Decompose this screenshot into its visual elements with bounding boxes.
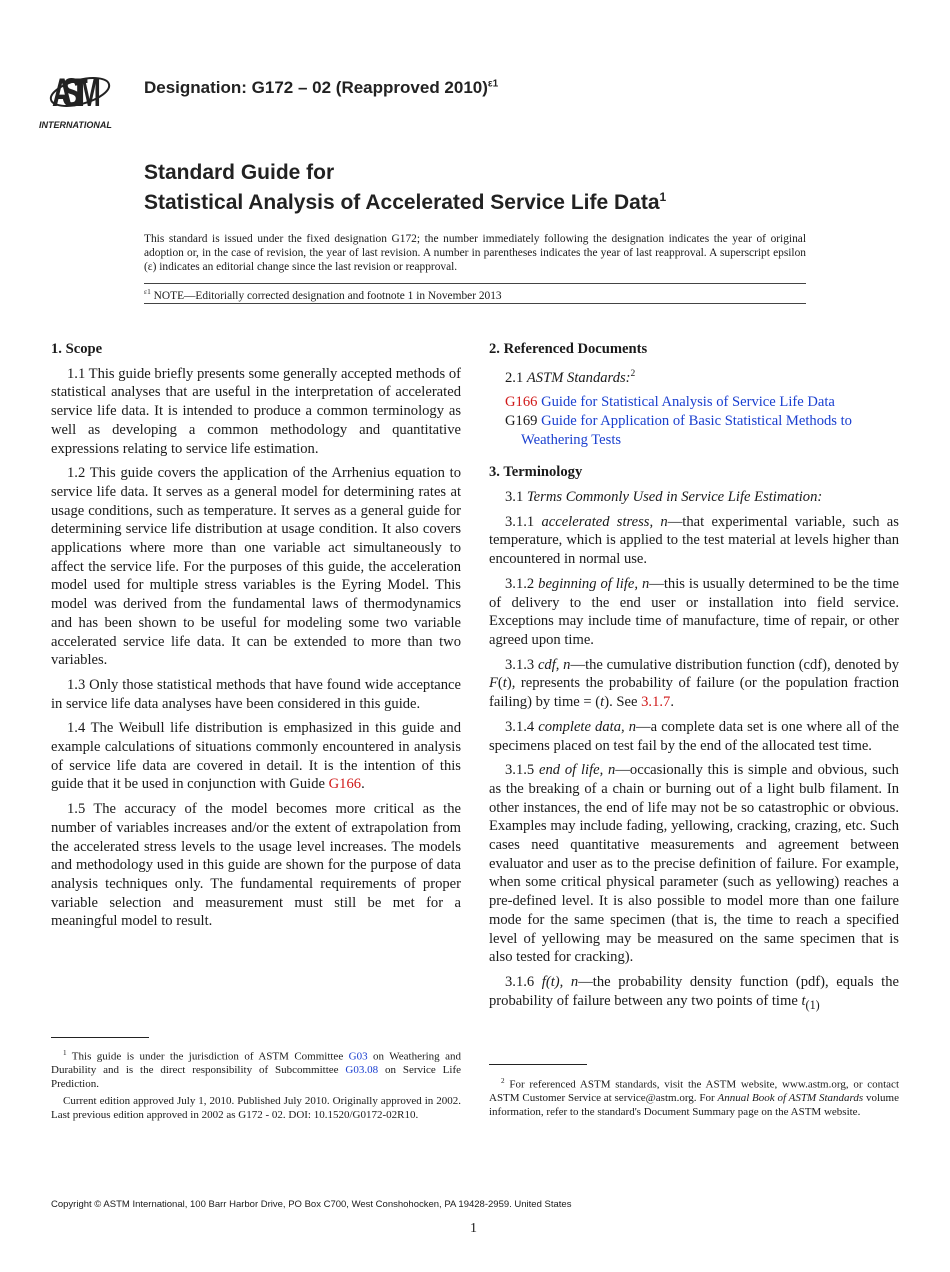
paragraph	[51, 676, 461, 713]
text-run: 3.1.3	[505, 656, 538, 673]
text-run: 3.1	[505, 489, 527, 506]
text-run: (1)	[805, 997, 820, 1012]
text-run: 3.1.4	[505, 718, 539, 735]
text-run: 3.1.2	[505, 575, 539, 592]
text-run: t	[600, 694, 605, 711]
text-run: on Weathering and Durability and is the direct responsibility of Subcommittee	[51, 1050, 461, 1077]
paragraph	[489, 718, 899, 755]
paragraph	[51, 365, 461, 459]
reference-link[interactable]: G03	[348, 1050, 368, 1063]
text-run: 1. Scope	[51, 341, 103, 357]
text-run: 3. Terminology	[489, 464, 583, 481]
footnote-divider	[489, 1064, 587, 1065]
paragraph	[489, 656, 899, 712]
title-footnote-mark: 1	[659, 190, 667, 204]
footnote-mark: 1	[63, 1049, 67, 1057]
text-run: 1.4 The Weibull life distribution is emphasized in this guide and example calculations of situations commonly encountered in analysis of service life data are covered in detail. It is the intention of this guide that it be used in conjunction with Guide	[51, 720, 461, 793]
paragraph	[489, 488, 899, 507]
text-run: Terms Commonly Used in Service Life Estimation:	[526, 489, 823, 506]
referenced-document	[489, 412, 899, 449]
text-run: cdf, n	[537, 656, 571, 673]
right-column	[489, 340, 899, 1020]
text-run: ), represents the probability of failure (or the population fraction failing) by time = (	[489, 675, 899, 711]
paragraph	[51, 464, 461, 670]
text-run: 1.1 This guide briefly presents some generally accepted methods of statistical analyses that are useful in the interpretation of accelerated service life data. It is intended to produce a common terminology as well as developing a common methodology and quantitative expressions relating to service life estimation.	[51, 365, 461, 457]
note-superscript: ε1	[144, 287, 151, 296]
footnotes-left	[51, 1047, 461, 1126]
designation	[144, 78, 498, 98]
paragraph	[489, 575, 899, 650]
text-run: This guide is under the jurisdiction of ASTM Committee	[66, 1050, 349, 1063]
copyright: Copyright © ASTM International, 100 Barr Harbor Drive, PO Box C700, West Conshohocken, PA 19428-2959. United States	[51, 1199, 572, 1210]
reference-link[interactable]: Guide for Statistical Analysis of Service Life Data	[537, 394, 835, 411]
astm-logo	[38, 58, 134, 132]
text-run: F	[489, 675, 498, 692]
text-run: .	[361, 776, 365, 793]
note-text: NOTE—Editorially corrected designation and footnote 1 in November 2013	[150, 289, 502, 302]
title-line-2: Statistical Analysis of Accelerated Service Life Data	[144, 191, 660, 214]
svg-text:INTERNATIONAL: INTERNATIONAL	[39, 120, 112, 130]
text-run: complete data, n	[538, 718, 637, 735]
document-title	[144, 160, 666, 215]
text-run: —the probability density function (pdf), equals the probability of failure between any two points of time	[489, 973, 899, 1009]
left-column	[51, 340, 461, 937]
reference-link[interactable]: G166	[328, 776, 362, 793]
footnote-divider	[51, 1037, 149, 1038]
text-run: For referenced ASTM standards, visit the ASTM website, www.astm.org, or contact ASTM Customer Service at service@astm.org. For	[489, 1078, 899, 1105]
text-run: 1.3 Only those statistical methods that have found wide acceptance in service life data analyses have been considered in this guide.	[51, 676, 461, 712]
paragraph	[489, 973, 899, 1014]
text-run: t	[801, 992, 806, 1009]
footnotes-right	[489, 1075, 899, 1123]
paragraph	[489, 761, 899, 967]
designation-text: Designation: G172 – 02 (Reapproved 2010)	[144, 78, 488, 97]
text-run: 2.1	[505, 369, 527, 386]
text-run: —that experimental variable, such as temperature, which is applied to the test material at levels higher than encountered in normal use.	[489, 513, 899, 568]
editorial-note	[144, 287, 502, 302]
paragraph	[489, 365, 899, 388]
designation-superscript: ε1	[487, 78, 499, 90]
issuance-statement: This standard is issued under the fixed designation G172; the number immediately following the designation indicates the year of original adoption or, in the case of revision, the year of last revision. A number in parentheses indicates the year of last reapproval. A superscript epsilon (ε) indicates an editorial change since the last revision or reapproval.	[144, 233, 806, 273]
paragraph	[51, 719, 461, 794]
text-run: 3.1.1	[505, 513, 542, 530]
referenced-document	[489, 393, 899, 412]
text-run: ASTM Standards:	[526, 369, 631, 386]
footnote	[489, 1075, 899, 1120]
reference-link[interactable]: G166	[505, 394, 538, 411]
text-run: —the cumulative distribution function (cdf), denoted by	[570, 656, 899, 673]
page-number: 1	[470, 1221, 477, 1236]
divider	[144, 283, 806, 284]
text-run: ). See	[604, 694, 642, 711]
text-run: volume information, refer to the standard's Document Summary page on the ASTM website.	[489, 1092, 899, 1119]
text-run: —occasionally this is simple and obvious, such as the breaking of a chain or burning out of a light bulb filament. In other instances, the end of life may not be so catastrophic or obvious. Examples may include fading, yellowing, cracking, crazing, etc. Such cases need quantitative measurements and agreement between evaluator and user as to the precise definition of failure. For example, when some critical physical parameter (such as yellowing) reaches a pre-defined level. It is also possible to model more than one failure mode for the same specimen (that is, the time to reach a specified level of yellowing may be measured on the same specimen that is also tested for cracking).	[489, 762, 899, 966]
title-line-1: Standard Guide for	[144, 161, 335, 184]
text-run: .	[670, 694, 674, 711]
reference-link[interactable]: 3.1.7	[641, 694, 671, 711]
text-run: end of life, n	[538, 762, 616, 779]
footnote	[51, 1047, 461, 1092]
text-run: Annual Book of ASTM Standards	[717, 1092, 864, 1105]
reference-link[interactable]: G03.08	[345, 1064, 379, 1077]
text-run: on Service Life Prediction.	[51, 1064, 461, 1091]
paragraph	[51, 800, 461, 931]
text-run: 1.2 This guide covers the application of the Arrhenius equation to service life data. It serves as a general model for determining rates at usage conditions, such as temperature. It serves as a general guide for determining service life distribution at usage condition. It also covers applications where more than one variable act simultaneously to affect the service life. For the purposes of this guide, the acceleration model used for multiple stress variables is the Eyring Model. This model was derived from the fundamental laws of thermodynamics and has been shown to be useful for modeling some two variable accelerated service life data. It can be extended to more than two variables.	[51, 465, 461, 669]
footnote-mark: 2	[501, 1077, 505, 1085]
divider	[144, 303, 806, 304]
section-heading	[489, 463, 899, 482]
footnote-mark: 2	[630, 368, 636, 379]
text-run: beginning of life, n	[538, 575, 650, 592]
section-heading	[51, 340, 461, 359]
text-run: (	[497, 675, 503, 692]
text-run: 3.1.5	[505, 762, 539, 779]
text-run: 2. Referenced Documents	[489, 341, 648, 357]
text-run: 3.1.6	[505, 973, 542, 990]
text-run: t	[502, 675, 507, 692]
text-run: G169	[505, 412, 542, 429]
text-run: —this is usually determined to be the time of delivery to the end user or installation into field service. Exceptions may include time of manufacture, time of repair, or other agreed upon time.	[489, 575, 899, 648]
text-run: Current edition approved July 1, 2010. Published July 2010. Originally approved in 2002. Last previous edition approved in 2002 as G172 - 02. DOI: 10.1520/G0172-02R10.	[51, 1095, 461, 1121]
text-run: —a complete data set is one where all of the specimens placed on test fail by the end of the allocated test time.	[489, 718, 899, 754]
reference-link[interactable]: Guide for Application of Basic Statistical Methods to Weathering Tests	[521, 412, 852, 448]
text-run: 1.5 The accuracy of the model becomes more critical as the number of variables increases and/or the extent of extrapolation from the accelerated stress levels to the usage level increases. The models and methodology used in this guide are shown for the purpose of data analysis techniques only. The fundamental requirements of proper variable selection and measurement must still be met for a meaningful model to result.	[51, 801, 461, 930]
paragraph	[489, 513, 899, 569]
section-heading	[489, 340, 899, 359]
footnote	[51, 1095, 461, 1123]
text-run: accelerated stress, n	[541, 513, 668, 530]
svg-text:ASTM: ASTM	[52, 71, 101, 116]
text-run: f(t), n	[541, 973, 579, 990]
